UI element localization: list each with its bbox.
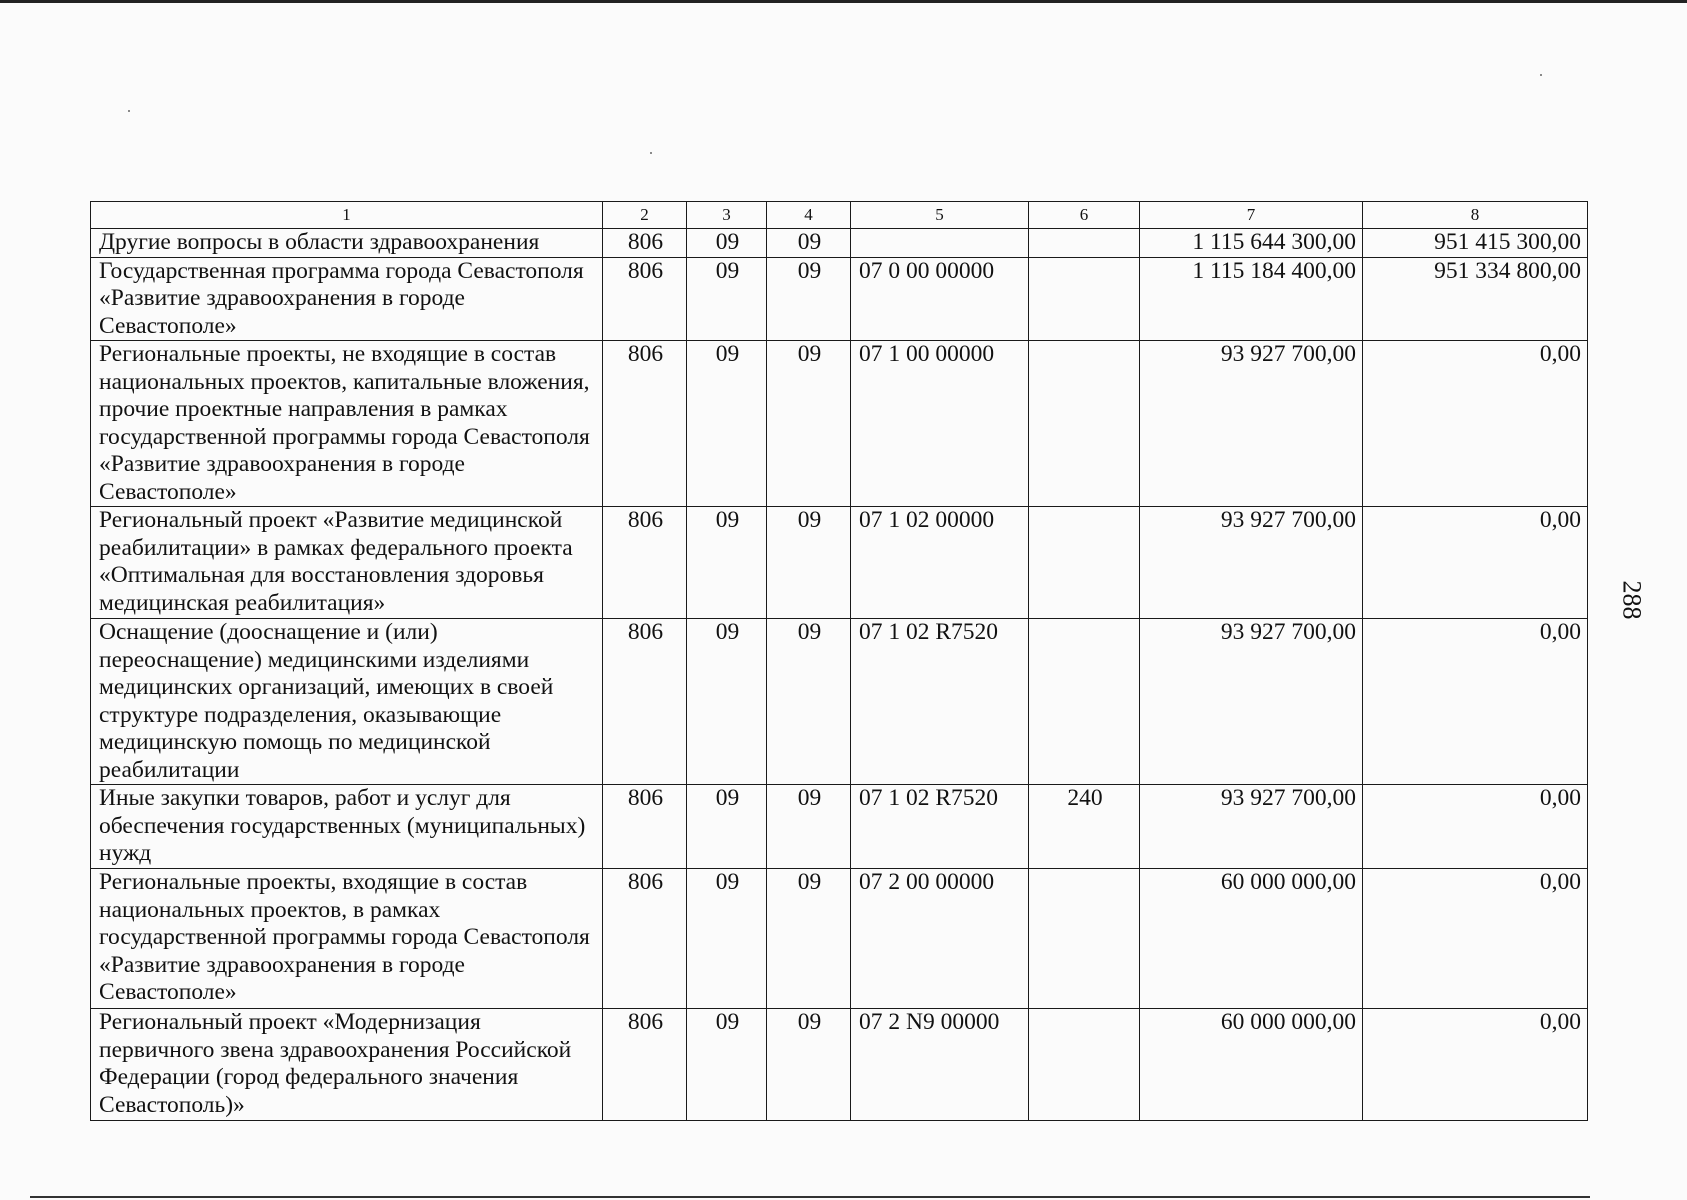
cell-amount-year2: 0,00 (1363, 785, 1588, 869)
page-number: 288 (1617, 580, 1647, 620)
table-row (91, 257, 1588, 341)
table-row (91, 619, 1588, 785)
cell-ministry-code: 806 (603, 619, 687, 785)
scan-edge-bottom (30, 1196, 1590, 1198)
cell-target-article: 07 2 N9 00000 (851, 1009, 1029, 1121)
cell-subsection: 09 (767, 619, 851, 785)
cell-expense-type (1029, 341, 1140, 507)
cell-subsection: 09 (767, 229, 851, 258)
column-header: 3 (687, 202, 767, 229)
budget-table (90, 201, 1588, 1121)
cell-target-article: 07 0 00 00000 (851, 257, 1029, 341)
cell-subsection: 09 (767, 869, 851, 1009)
cell-expense-type (1029, 507, 1140, 619)
row-name: Оснащение (дооснащение и (или) переоснащение) медицинскими изделиями медицинских организаций, имеющих в своей структуре подразделения, оказывающие медицинскую помощь по медицинской реабилитации (91, 619, 603, 785)
cell-ministry-code: 806 (603, 229, 687, 258)
cell-section: 09 (687, 785, 767, 869)
cell-ministry-code: 806 (603, 869, 687, 1009)
row-name: Региональный проект «Развитие медицинской реабилитации» в рамках федерального проекта «Оптимальная для восстановления здоровья медицинская реабилитация» (91, 507, 603, 619)
cell-target-article: 07 1 02 00000 (851, 507, 1029, 619)
cell-amount-year2: 0,00 (1363, 869, 1588, 1009)
table-row (91, 1009, 1588, 1121)
cell-expense-type: 240 (1029, 785, 1140, 869)
cell-subsection: 09 (767, 257, 851, 341)
row-name: Региональные проекты, входящие в состав национальных проектов, в рамках государственной программы города Севастополя «Развитие здравоохранения в городе Севастополе» (91, 869, 603, 1009)
column-header: 1 (91, 202, 603, 229)
cell-ministry-code: 806 (603, 507, 687, 619)
cell-expense-type (1029, 257, 1140, 341)
cell-amount-year1: 1 115 184 400,00 (1140, 257, 1363, 341)
cell-expense-type (1029, 869, 1140, 1009)
cell-expense-type (1029, 1009, 1140, 1121)
cell-subsection: 09 (767, 507, 851, 619)
table-row (91, 869, 1588, 1009)
cell-section: 09 (687, 869, 767, 1009)
cell-amount-year2: 951 415 300,00 (1363, 229, 1588, 258)
cell-amount-year1: 93 927 700,00 (1140, 785, 1363, 869)
cell-section: 09 (687, 257, 767, 341)
cell-amount-year1: 93 927 700,00 (1140, 507, 1363, 619)
table-row (91, 229, 1588, 258)
row-name: Государственная программа города Севастополя «Развитие здравоохранения в городе Севастополе» (91, 257, 603, 341)
cell-target-article: 07 2 00 00000 (851, 869, 1029, 1009)
column-header: 5 (851, 202, 1029, 229)
scan-edge-top (0, 0, 1687, 3)
row-name: Региональные проекты, не входящие в состав национальных проектов, капитальные вложения, прочие проектные направления в рамках государственной программы города Севастополя «Развитие здравоохранения в городе Севастополе» (91, 341, 603, 507)
cell-amount-year2: 0,00 (1363, 507, 1588, 619)
table-header-row (91, 202, 1588, 229)
column-header: 4 (767, 202, 851, 229)
table-row (91, 507, 1588, 619)
cell-amount-year1: 93 927 700,00 (1140, 619, 1363, 785)
column-header: 7 (1140, 202, 1363, 229)
cell-section: 09 (687, 341, 767, 507)
cell-target-article: 07 1 02 R7520 (851, 785, 1029, 869)
cell-section: 09 (687, 1009, 767, 1121)
cell-target-article: 07 1 00 00000 (851, 341, 1029, 507)
scan-speck (128, 110, 130, 112)
cell-amount-year1: 93 927 700,00 (1140, 341, 1363, 507)
column-header: 8 (1363, 202, 1588, 229)
cell-subsection: 09 (767, 341, 851, 507)
cell-section: 09 (687, 229, 767, 258)
cell-ministry-code: 806 (603, 341, 687, 507)
cell-amount-year1: 60 000 000,00 (1140, 869, 1363, 1009)
row-name: Другие вопросы в области здравоохранения (91, 229, 603, 258)
cell-expense-type (1029, 619, 1140, 785)
scan-speck (650, 152, 652, 154)
row-name: Региональный проект «Модернизация первичного звена здравоохранения Российской Федерации (город федерального значения Севастополь)» (91, 1009, 603, 1121)
cell-amount-year2: 951 334 800,00 (1363, 257, 1588, 341)
scan-speck (1540, 74, 1542, 76)
cell-amount-year2: 0,00 (1363, 619, 1588, 785)
cell-section: 09 (687, 507, 767, 619)
cell-target-article: 07 1 02 R7520 (851, 619, 1029, 785)
cell-target-article (851, 229, 1029, 258)
cell-amount-year1: 1 115 644 300,00 (1140, 229, 1363, 258)
cell-ministry-code: 806 (603, 257, 687, 341)
cell-section: 09 (687, 619, 767, 785)
cell-ministry-code: 806 (603, 785, 687, 869)
column-header: 2 (603, 202, 687, 229)
cell-expense-type (1029, 229, 1140, 258)
cell-subsection: 09 (767, 1009, 851, 1121)
cell-amount-year1: 60 000 000,00 (1140, 1009, 1363, 1121)
column-header: 6 (1029, 202, 1140, 229)
table-row (91, 785, 1588, 869)
row-name: Иные закупки товаров, работ и услуг для обеспечения государственных (муниципальных) нужд (91, 785, 603, 869)
cell-subsection: 09 (767, 785, 851, 869)
cell-ministry-code: 806 (603, 1009, 687, 1121)
table-row (91, 341, 1588, 507)
cell-amount-year2: 0,00 (1363, 341, 1588, 507)
cell-amount-year2: 0,00 (1363, 1009, 1588, 1121)
